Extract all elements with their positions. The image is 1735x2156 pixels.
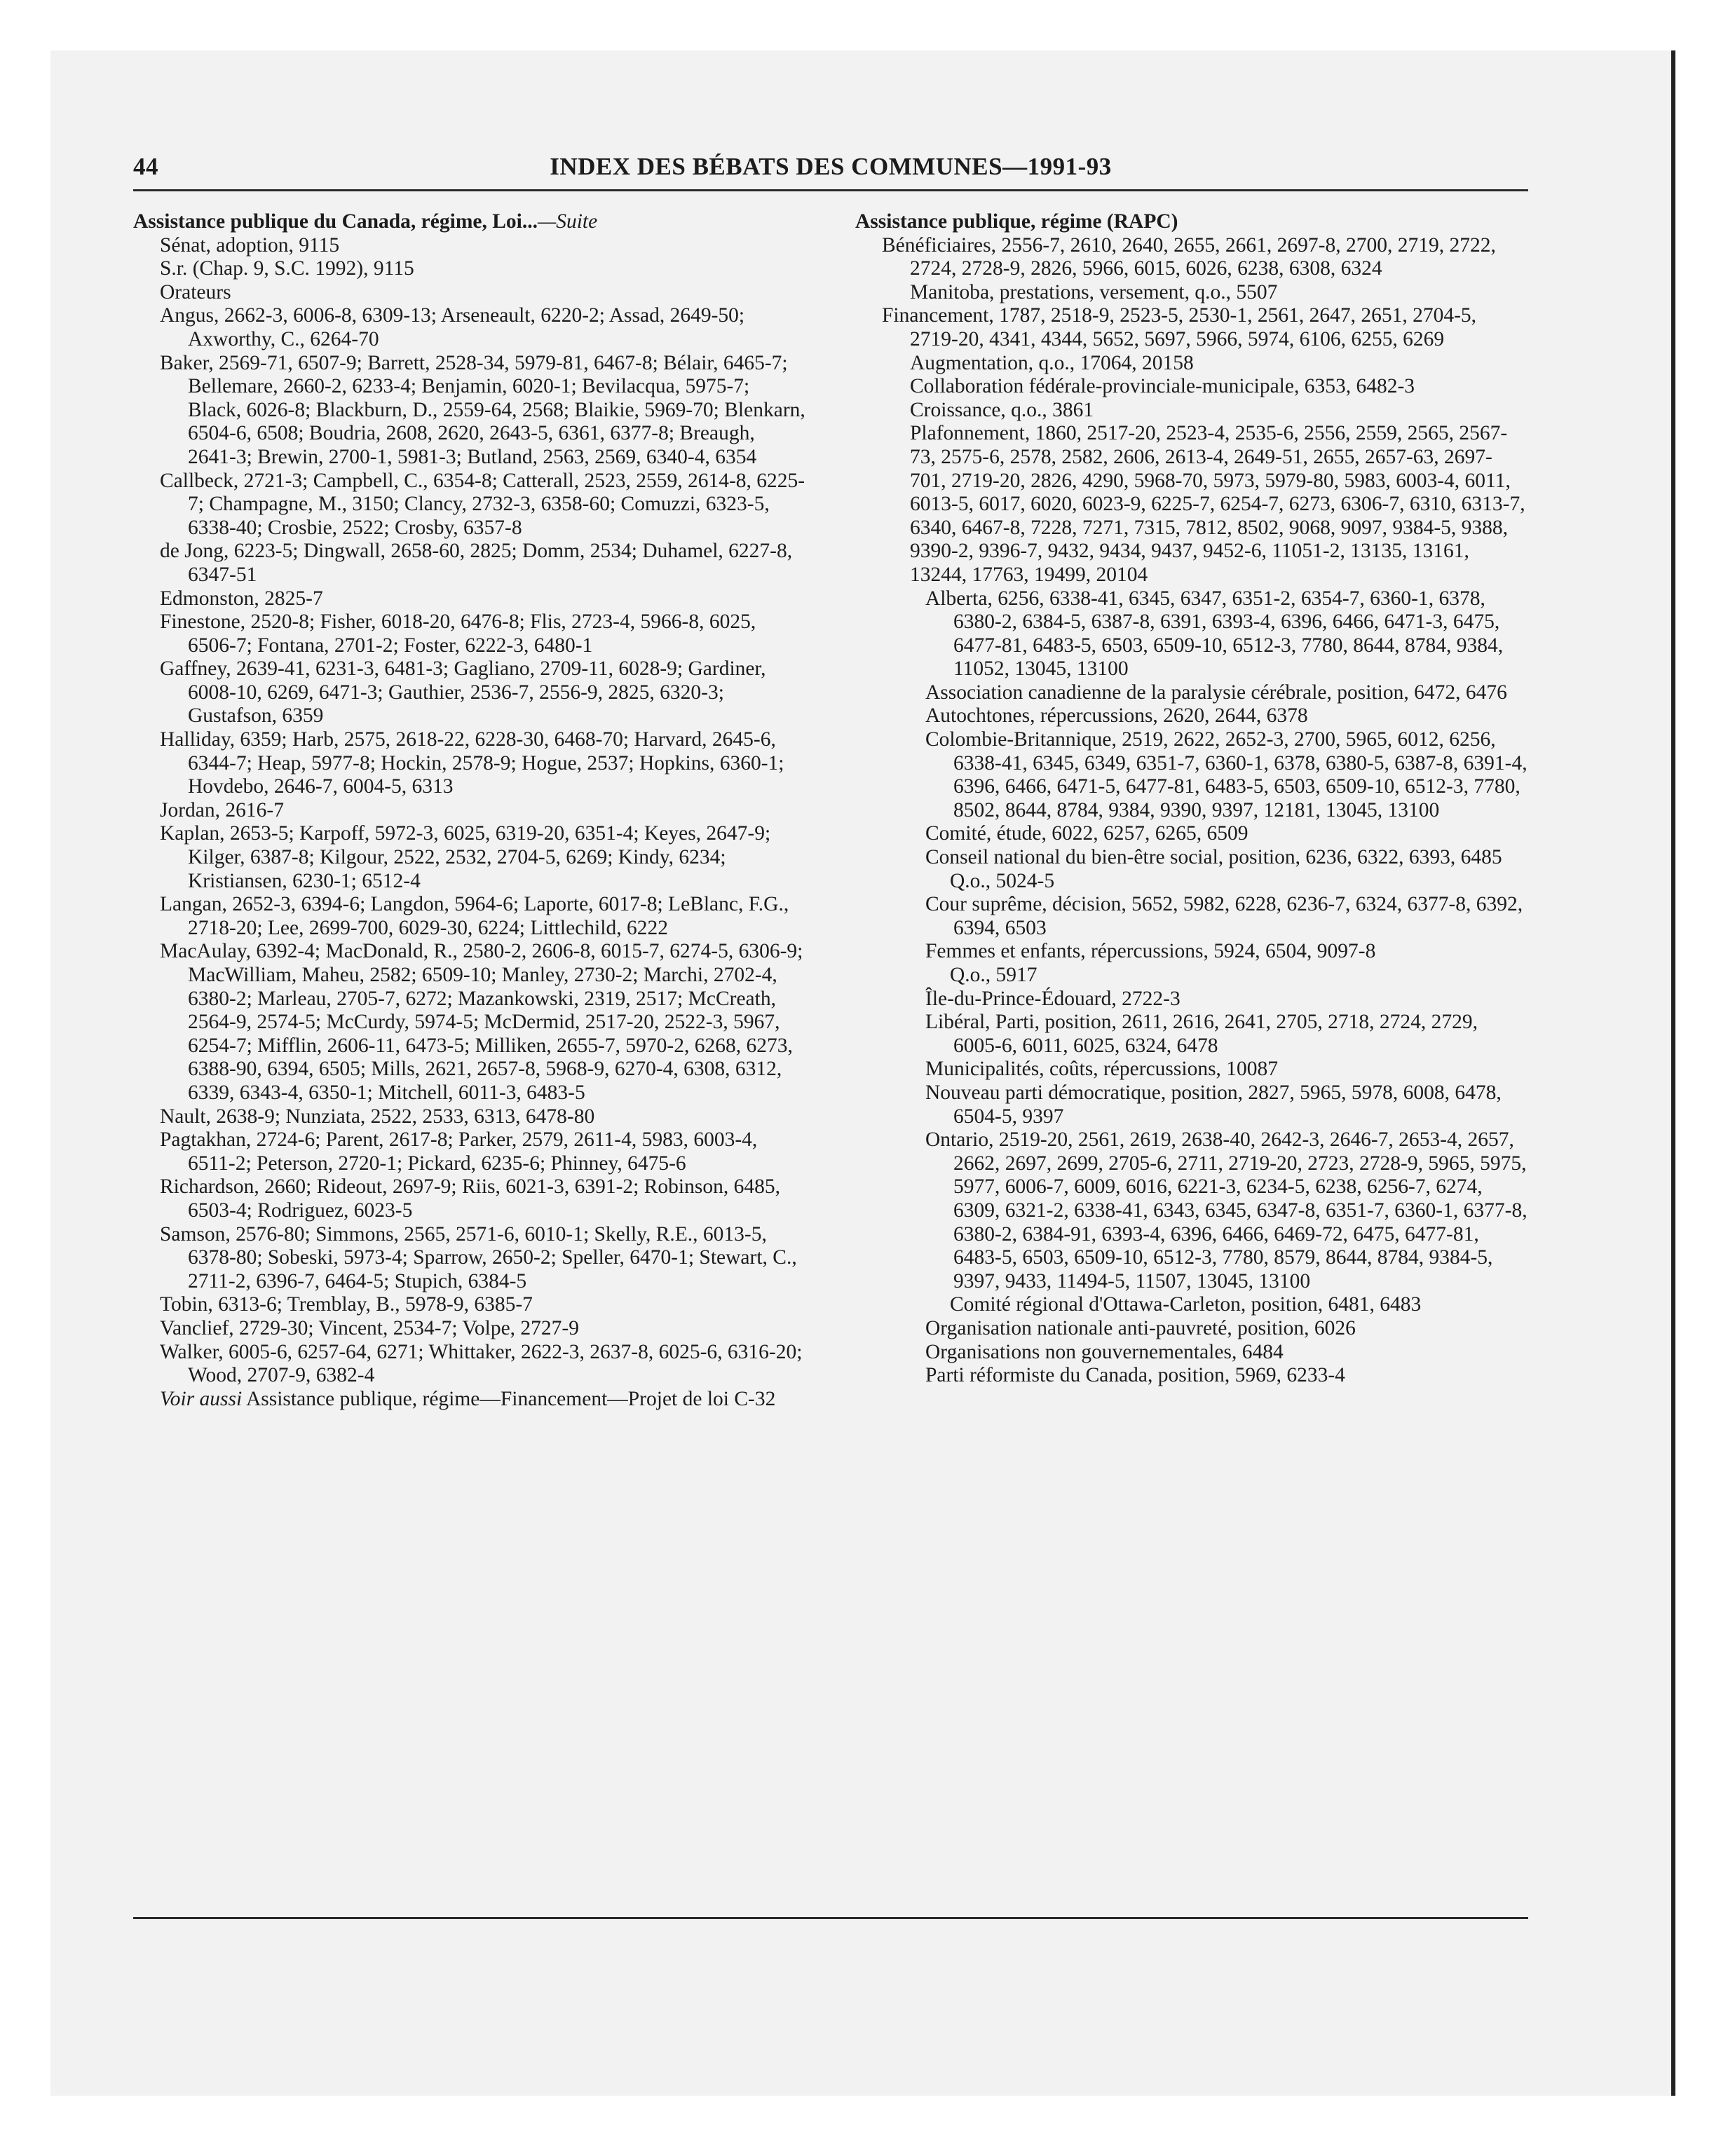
speaker-entry: MacAulay, 6392-4; MacDonald, R., 2580-2, 2606-8, 6015-7, 6274-5, 6306-9; MacWilliam, Maheu, 2582; 6509-10; Manley, 2730-2; Marchi, 2702-4, 6380-2; Marleau, 2705-7, 6272; Mazankowski, 2319, 2517; McCreath, 2564-9, 2574-5; McCurdy, 5974-5; McDermid, 2517-20, 2522-3, 5967, 6254-7; Mifflin, 2606-11, 6473-5; Milliken, 2655-7, 5970-2, 6268, 6273, 6388-90, 6394, 6505; Mills, 2621, 2657-8, 5968-9, 6270-4, 6308, 6312, 6339, 6343-4, 6350-1; Mitchell, 6011-3, 6483-5 [160,940,803,1104]
index-entry: Parti réformiste du Canada, position, 5969, 6233-4 [925,1364,1345,1387]
index-entry: Croissance, q.o., 3861 [910,398,1094,421]
index-entry: Libéral, Parti, position, 2611, 2616, 2641, 2705, 2718, 2724, 2729, 6005-6, 6011, 6025, 6324, 6478 [925,1011,1478,1057]
speaker-entry: Langan, 2652-3, 6394-6; Langdon, 5964-6; Laporte, 6017-8; LeBlanc, F.G., 2718-20; Lee, 2699-700, 6029-30, 6224; Littlechild, 6222 [160,893,789,939]
running-title: INDEX DES BÉBATS DES COMMUNES—1991-93 [550,153,1112,180]
suite-label: —Suite [537,210,598,233]
index-entry: S.r. (Chap. 9, S.C. 1992), 9115 [160,257,414,280]
see-also-entry [133,1388,806,1412]
index-entry: Ontario, 2519-20, 2561, 2619, 2638-40, 2642-3, 2646-7, 2653-4, 2657, 2662, 2697, 2699, 2705-6, 2711, 2719-20, 2723, 2728-9, 5965, 5975, 5977, 6006-7, 6009, 6016, 6221-3, 6234-5, 6238, 6256-7, 6274, 6309, 6321-2, 6338-41, 6343, 6345, 6347-8, 6351-7, 6360-1, 6377-8, 6380-2, 6384-91, 6393-4, 6396, 6466, 6469-72, 6475, 6477-81, 6483-5, 6503, 6509-10, 6512-3, 7780, 8579, 8644, 8784, 9384-5, 9397, 9433, 11494-5, 11507, 13045, 13100 [925,1128,1528,1292]
speaker-entry: Tobin, 6313-6; Tremblay, B., 5978-9, 6385-7 [160,1293,533,1316]
speaker-entry: Vanclief, 2729-30; Vincent, 2534-7; Volpe, 2727-9 [160,1316,579,1339]
index-entry: Organisations non gouvernementales, 6484 [925,1340,1284,1363]
index-entry: Orateurs [160,280,231,303]
index-entry: Conseil national du bien-être social, position, 6236, 6322, 6393, 6485 [925,846,1502,869]
index-entry: Femmes et enfants, répercussions, 5924, 6504, 9097-8 [925,940,1376,963]
index-main-heading [133,210,806,234]
index-entry: Comité régional d'Ottawa-Carleton, position, 6481, 6483 [950,1293,1422,1316]
right-column [855,210,1528,1388]
index-entry: Bénéficiaires, 2556-7, 2610, 2640, 2655, 2661, 2697-8, 2700, 2719, 2722, 2724, 2728-9, 2826, 5966, 6015, 6026, 6238, 6308, 6324 [882,233,1496,280]
speaker-entry: Halliday, 6359; Harb, 2575, 2618-22, 6228-30, 6468-70; Harvard, 2645-6, 6344-7; Heap, 5977-8; Hockin, 2578-9; Hogue, 2537; Hopkins, 6360-1; Hovdebo, 2646-7, 6004-5, 6313 [160,728,784,798]
speaker-list [133,304,806,1387]
speaker-entry: Walker, 6005-6, 6257-64, 6271; Whittaker, 2622-3, 2637-8, 6025-6, 6316-20; Wood, 2707-9, 6382-4 [160,1340,803,1387]
index-entry: Q.o., 5024-5 [950,869,1055,892]
index-entry: Comité, étude, 6022, 6257, 6265, 6509 [925,822,1248,845]
header-rule [133,189,1528,191]
index-entry: Association canadienne de la paralysie cérébrale, position, 6472, 6476 [925,681,1507,704]
page-header [133,153,1528,186]
index-entry: Île-du-Prince-Édouard, 2722-3 [925,987,1181,1010]
index-entry: Augmentation, q.o., 17064, 20158 [910,351,1194,374]
index-entry: Sénat, adoption, 9115 [160,233,340,257]
index-entry: Colombie-Britannique, 2519, 2622, 2652-3, 2700, 5965, 6012, 6256, 6338-41, 6345, 6349, 6351-7, 6360-1, 6378, 6380-5, 6387-8, 6391-4, 6396, 6466, 6471-5, 6477-81, 6483-5, 6503, 6509-10, 6512-3, 7780, 8502, 8644, 8784, 9384, 9390, 9397, 12181, 13045, 13100 [925,728,1528,821]
index-entry: Organisation nationale anti-pauvreté, position, 6026 [925,1316,1356,1339]
see-also-label: Voir aussi [160,1387,243,1410]
index-main-heading: Assistance publique, régime (RAPC) [855,210,1178,233]
speaker-entry: Samson, 2576-80; Simmons, 2565, 2571-6, 6010-1; Skelly, R.E., 6013-5, 6378-80; Sobeski, 5973-4; Sparrow, 2650-2; Speller, 6470-1; Stewart, C., 2711-2, 6396-7, 6464-5; Stupich, 6384-5 [160,1222,797,1292]
subentry-list [855,234,1528,1388]
index-entry: Cour suprême, décision, 5652, 5982, 6228, 6236-7, 6324, 6377-8, 6392, 6394, 6503 [925,893,1523,939]
speaker-entry: Jordan, 2616-7 [160,798,284,821]
speaker-entry: Kaplan, 2653-5; Karpoff, 5972-3, 6025, 6319-20, 6351-4; Keyes, 2647-9; Kilger, 6387-8; Kilgour, 2522, 2532, 2704-5, 6269; Kindy, 6234; Kristiansen, 6230-1; 6512-4 [160,822,771,892]
index-entry: Financement, 1787, 2518-9, 2523-5, 2530-1, 2561, 2647, 2651, 2704-5, 2719-20, 4341, 4344, 5652, 5697, 5966, 5974, 6106, 6255, 6269 [882,304,1477,350]
index-entry: Collaboration fédérale-provinciale-municipale, 6353, 6482-3 [910,375,1415,398]
speaker-entry: Gaffney, 2639-41, 6231-3, 6481-3; Gagliano, 2709-11, 6028-9; Gardiner, 6008-10, 6269, 6471-3; Gauthier, 2536-7, 2556-9, 2825, 6320-3; Gustafson, 6359 [160,657,766,728]
footer-rule [133,1917,1528,1919]
speaker-entry: Nault, 2638-9; Nunziata, 2522, 2533, 6313, 6478-80 [160,1105,595,1128]
index-entry: Manitoba, prestations, versement, q.o., 5507 [910,280,1278,303]
index-entry: Nouveau parti démocratique, position, 2827, 5965, 5978, 6008, 6478, 6504-5, 9397 [925,1081,1502,1128]
page-number: 44 [133,153,158,180]
speaker-entry: Edmonston, 2825-7 [160,587,323,610]
speaker-entry: Pagtakhan, 2724-6; Parent, 2617-8; Parker, 2579, 2611-4, 5983, 6003-4, 6511-2; Peterson, 2720-1; Pickard, 6235-6; Phinney, 6475-6 [160,1128,758,1175]
see-also-text: Assistance publique, régime—Financement—Projet de loi C-32 [242,1387,776,1410]
speaker-entry: de Jong, 6223-5; Dingwall, 2658-60, 2825; Domm, 2534; Duhamel, 6227-8, 6347-51 [160,540,793,586]
left-column [133,210,806,1411]
speaker-entry: Angus, 2662-3, 6006-8, 6309-13; Arseneault, 6220-2; Assad, 2649-50; Axworthy, C., 6264-70 [160,304,745,350]
speaker-entry: Finestone, 2520-8; Fisher, 6018-20, 6476-8; Flis, 2723-4, 5966-8, 6025, 6506-7; Fontana, 2701-2; Foster, 6222-3, 6480-1 [160,610,756,657]
heading-text: Assistance publique du Canada, régime, Loi... [133,210,538,233]
index-entry: Municipalités, coûts, répercussions, 10087 [925,1058,1279,1081]
speaker-entry: Richardson, 2660; Rideout, 2697-9; Riis, 6021-3, 6391-2; Robinson, 6485, 6503-4; Rodriguez, 6023-5 [160,1175,780,1222]
speaker-entry: Callbeck, 2721-3; Campbell, C., 6354-8; Catterall, 2523, 2559, 2614-8, 6225-7; Champagne, M., 3150; Clancy, 2732-3, 6358-60; Comuzzi, 6323-5, 6338-40; Crosbie, 2522; Crosby, 6357-8 [160,469,805,539]
index-entry: Plafonnement, 1860, 2517-20, 2523-4, 2535-6, 2556, 2559, 2565, 2567-73, 2575-6, 2578, 2582, 2606, 2613-4, 2649-51, 2655, 2657-63, 2697-701, 2719-20, 2826, 4290, 5968-70, 5973, 5979-80, 5983, 6003-4, 6011, 6013-5, 6017, 6020, 6023-9, 6225-7, 6254-7, 6273, 6306-7, 6310, 6313-7, 6340, 6467-8, 7228, 7271, 7315, 7812, 8502, 9068, 9097, 9384-5, 9388, 9390-2, 9396-7, 9432, 9434, 9437, 9452-6, 11051-2, 13135, 13161, 13244, 17763, 19499, 20104 [910,422,1525,586]
speaker-entry: Baker, 2569-71, 6507-9; Barrett, 2528-34, 5979-81, 6467-8; Bélair, 6465-7; Bellemare, 2660-2, 6233-4; Benjamin, 6020-1; Bevilacqua, 5975-7; Black, 6026-8; Blackburn, D., 2559-64, 2568; Blaikie, 5969-70; Blenkarn, 6504-6, 6508; Boudria, 2608, 2620, 2643-5, 6361, 6377-8; Breaugh, 2641-3; Brewin, 2700-1, 5981-3; Butland, 2563, 2569, 6340-4, 6354 [160,351,805,468]
index-entry: Q.o., 5917 [950,964,1037,986]
index-entry: Autochtones, répercussions, 2620, 2644, 6378 [925,704,1308,728]
index-entry: Alberta, 6256, 6338-41, 6345, 6347, 6351-2, 6354-7, 6360-1, 6378, 6380-2, 6384-5, 6387-8, 6391, 6393-4, 6396, 6466, 6471-3, 6475, 6477-81, 6483-5, 6503, 6509-10, 6512-3, 7780, 8644, 8784, 9384, 11052, 13045, 13100 [925,587,1504,681]
